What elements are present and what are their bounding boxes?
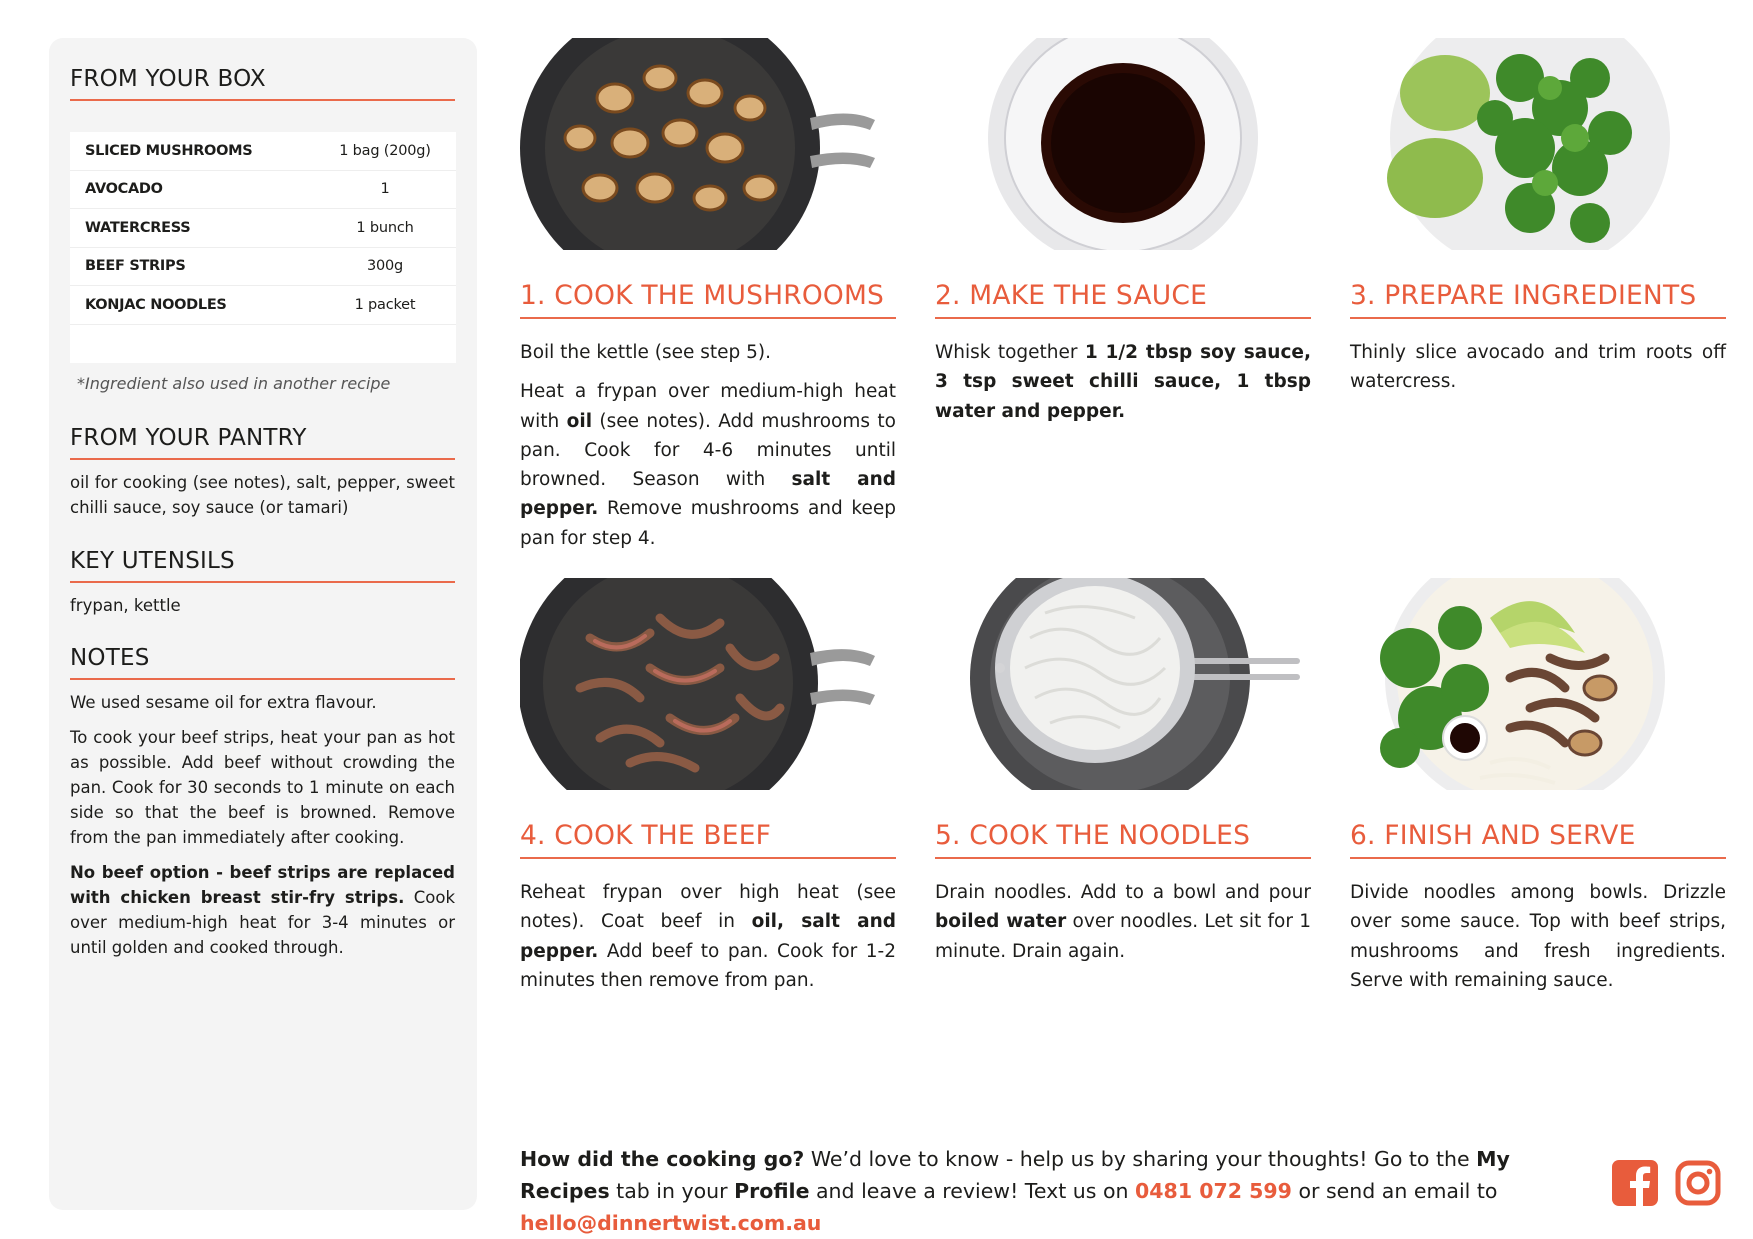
ingredient-name: AVOCADO: [85, 181, 163, 198]
step-4-title: 4. COOK THE BEEF: [520, 820, 896, 859]
text-span: tab in your: [609, 1179, 735, 1203]
beef-in-pan-photo: [520, 578, 896, 790]
note-1: We used sesame oil for extra flavour.: [70, 693, 377, 712]
bold-span: boiled water: [935, 911, 1067, 933]
step-5-title: 5. COOK THE NOODLES: [935, 820, 1311, 859]
bold-span: oil, salt and pepper.: [520, 911, 896, 962]
bold-span: 1 1/2 tbsp soy sauce, 3 tsp sweet chilli sauce, 1 tbsp water and pepper.: [935, 342, 1312, 422]
step-1-title: 1. COOK THE MUSHROOMS: [520, 280, 896, 319]
text-span: (see notes). Add mushrooms to pan. Cook for 4-6 minutes until browned. Season with: [520, 410, 896, 491]
sauce-bowl-photo: [935, 38, 1311, 250]
step-6-body: [1350, 878, 1726, 1005]
pantry-items: oil for cooking (see notes), salt, pepper, sweet chilli sauce, soy sauce (or tamari): [70, 473, 455, 517]
from-your-pantry-heading: FROM YOUR PANTRY: [70, 425, 455, 460]
table-row: [70, 171, 456, 210]
ingredient-name: WATERCRESS: [85, 219, 191, 236]
note-3-bold: No beef option - beef strips are replaced with chicken breast stir-fry strips.: [70, 863, 455, 907]
text-span: Add beef to pan. Cook for 1-2 minutes then remove from pan.: [520, 940, 896, 991]
note-3: [70, 860, 455, 960]
ingredient-qty: 1: [380, 181, 390, 198]
note-3-rest: Cook over medium-high heat for 3-4 minutes or until golden and cooked through.: [70, 888, 456, 957]
step-3-title: 3. PREPARE INGREDIENTS: [1350, 280, 1726, 319]
ingredients-table: [70, 132, 456, 363]
step-6-title: 6. FINISH AND SERVE: [1350, 820, 1726, 859]
ingredient-qty: 1 bag (200g): [339, 142, 431, 159]
ingredient-name: SLICED MUSHROOMS: [85, 142, 253, 159]
from-your-box-heading: FROM YOUR BOX: [70, 66, 455, 101]
ingredient-name: KONJAC NOODLES: [85, 296, 227, 313]
table-row: [70, 248, 456, 287]
instagram-icon[interactable]: [1675, 1160, 1721, 1206]
text-span: Whisk together: [935, 342, 1085, 363]
table-row: [70, 286, 456, 325]
step-3-body: [1350, 338, 1726, 407]
step-4-p1: [520, 878, 896, 995]
noodles-in-strainer-photo: [935, 578, 1311, 790]
text-span: We’d love to know - help us by sharing your thoughts! Go to the: [804, 1147, 1477, 1171]
utensils-items: frypan, kettle: [70, 596, 181, 615]
step-1-body: [520, 338, 896, 563]
utensils-text: [70, 593, 455, 628]
step-5-body: [935, 878, 1311, 976]
step-2-title: 2. MAKE THE SAUCE: [935, 280, 1311, 319]
step-3-p1: Thinly slice avocado and trim roots off watercress.: [1350, 342, 1726, 393]
ingredient-qty: 1 bunch: [356, 219, 414, 236]
table-row: [70, 209, 456, 248]
note-2: To cook your beef strips, heat your pan as hot as possible. Add beef without crowding the pan. Cook for 30 seconds to 1 minute on each side so that the beef is browned. Remove from the pan immediately after cooking.: [70, 728, 455, 847]
finished-bowl-photo: [1350, 578, 1726, 790]
step-4-body: [520, 878, 896, 1005]
ingredient-qty: 300g: [366, 258, 404, 275]
notes-heading: NOTES: [70, 645, 455, 680]
email-link[interactable]: hello@dinnertwist.com.au: [520, 1211, 822, 1235]
text-span: Heat a frypan over medium-high heat with: [520, 381, 896, 432]
avocado-watercress-photo: [1350, 38, 1726, 250]
text-span: Reheat frypan over high heat (see notes). Coat beef in: [520, 882, 896, 933]
step-1-p2: [520, 377, 896, 553]
text-span: Remove mushrooms and keep pan for step 4.: [520, 498, 896, 549]
mushrooms-in-pan-photo: [520, 38, 896, 250]
step-2-p1: [935, 338, 1311, 426]
facebook-icon[interactable]: [1612, 1160, 1658, 1206]
feedback-footer: [520, 1143, 1580, 1239]
pantry-text: [70, 470, 455, 530]
text-span: over noodles. Let sit for 1 minute. Drain again.: [935, 911, 1311, 962]
ingredient-qty: 1 packet: [354, 296, 416, 313]
step-6-p1: Divide noodles among bowls. Drizzle over some sauce. Top with beef strips, mushrooms and fresh ingredients. Serve with remaining sauce.: [1350, 882, 1726, 991]
phone-link[interactable]: 0481 072 599: [1135, 1179, 1292, 1203]
ingredient-name: BEEF STRIPS: [85, 258, 186, 275]
profile-label: Profile: [734, 1179, 810, 1203]
step-1-p1: Boil the kettle (see step 5).: [520, 342, 772, 363]
text-span: Drain noodles. Add to a bowl and pour: [935, 882, 1311, 903]
step-2-body: [935, 338, 1311, 436]
notes-text: [70, 690, 455, 970]
bold-span: oil: [566, 410, 593, 432]
key-utensils-heading: KEY UTENSILS: [70, 548, 455, 583]
text-span: or send an email to: [1291, 1179, 1498, 1203]
my-recipes-label: My Recipes: [520, 1147, 1510, 1203]
ingredient-note: *Ingredient also used in another recipe: [77, 374, 391, 393]
ingredients-panel: [49, 38, 477, 1210]
step-5-p1: [935, 878, 1311, 966]
bold-span: salt and pepper.: [520, 469, 896, 520]
table-row: [70, 132, 456, 171]
feedback-question: How did the cooking go?: [520, 1147, 805, 1171]
text-span: and leave a review! Text us on: [809, 1179, 1136, 1203]
